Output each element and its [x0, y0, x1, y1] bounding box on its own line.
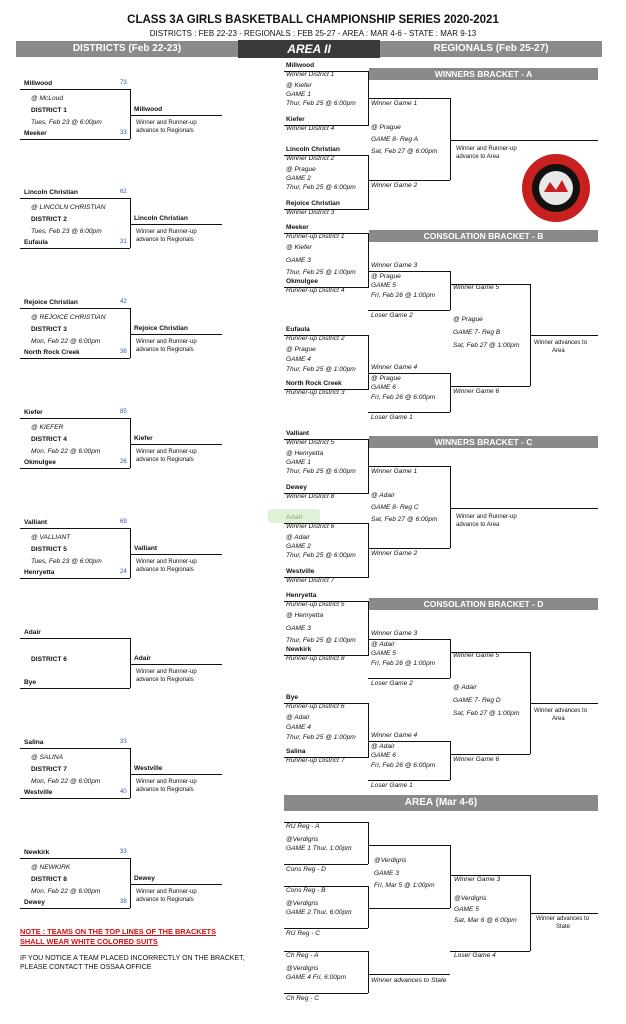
advance-label: Winner Game 3 — [371, 630, 418, 637]
team-name: Lincoln Christian — [286, 146, 340, 153]
district-top-seed: 33 — [120, 739, 127, 745]
advance-note: Winner and Runner-up — [136, 449, 197, 455]
bracket-line — [368, 310, 450, 311]
district-top-team: Valliant — [24, 519, 48, 526]
bracket-line — [450, 140, 598, 141]
advance-label: Winner Game 4 — [371, 364, 418, 371]
area-slot: RU Reg - A — [286, 823, 320, 830]
game-host: @ Henryetta — [286, 612, 324, 619]
advance-label: Winner Game 6 — [453, 756, 500, 763]
bracket-line — [20, 308, 130, 309]
bracket-line — [130, 638, 131, 688]
game-time: Thur, Feb 25 @ 6:00pm — [286, 552, 356, 559]
game-name: GAME 4 — [286, 356, 311, 363]
game-name: GAME 2 Thur, 6:00pm — [286, 909, 352, 916]
bracket-line — [20, 638, 130, 639]
district-winner: Kiefer — [134, 435, 153, 442]
bracket-line — [450, 741, 451, 780]
advance-note: advance to Regionals — [136, 347, 194, 353]
district-bottom-team: Eufaula — [24, 239, 48, 246]
team-name: Henryetta — [286, 592, 317, 599]
game-name: GAME 6 — [371, 384, 396, 391]
team-name: Valliant — [286, 430, 310, 437]
district-top-team: Salina — [24, 739, 44, 746]
game-time: Thur, Feb 25 @ 6:00pm — [286, 100, 356, 107]
team-name: Bye — [286, 694, 299, 701]
game-time: Fri, Feb 26 @ 6:00pm — [371, 762, 436, 769]
bracket-line — [130, 858, 131, 908]
game-host: @ Prague — [371, 273, 401, 280]
area-slot: RU Reg - C — [286, 930, 321, 937]
district-bottom-seed: 31 — [120, 239, 127, 245]
contact-line-1: IF YOU NOTICE A TEAM PLACED INCORRECTLY ON THE BRACKET, — [20, 955, 245, 962]
advance-note: advance to Regionals — [136, 237, 194, 243]
bracket-line — [20, 798, 130, 799]
bracket-line — [130, 224, 222, 225]
advance-note: Winner and Runner-up — [136, 779, 197, 785]
bracket-line — [368, 466, 450, 467]
district-time: Mon, Feb 22 @ 6:00pm — [31, 778, 101, 785]
bracket-line — [368, 523, 369, 577]
bracket-line — [130, 308, 131, 358]
district-host: @ KIEFER — [31, 424, 64, 431]
bracket-line — [368, 180, 450, 181]
team-source: Runner-up District 5 — [286, 601, 345, 608]
game-host: @ Adair — [371, 492, 395, 499]
game-name: GAME 7- Reg B — [453, 329, 501, 336]
district-name: DISTRICT 4 — [31, 436, 67, 443]
team-source: Runner-up District 1 — [286, 233, 345, 240]
game-name: GAME 4 Fri, 6:00pm — [286, 974, 347, 981]
bracket-line — [368, 155, 369, 209]
district-time: Mon, Feb 22 @ 6:00pm — [31, 338, 101, 345]
game-host: @ Prague — [371, 124, 401, 131]
district-bottom-team: North Rock Creek — [24, 349, 80, 356]
area-bracket-title: AREA (Mar 4-6) — [284, 795, 598, 811]
game-host: @ Adair — [286, 534, 310, 541]
district-top-team: Rejoice Christian — [24, 299, 78, 306]
bracket-line — [20, 248, 130, 249]
district-top-team: Millwood — [24, 80, 53, 87]
bracket-line — [20, 748, 130, 749]
bracket-line — [130, 444, 222, 445]
bracket-line — [284, 822, 368, 823]
bracket-line — [450, 284, 530, 285]
team-source: Winner District 8 — [286, 493, 335, 500]
game-host: @ Henryetta — [286, 450, 324, 457]
district-bottom-seed: 26 — [120, 459, 127, 465]
district-top-team: Kiefer — [24, 409, 43, 416]
game-time: Sat, Mar 6 @ 6:00pm — [454, 917, 517, 924]
district-time: Mon, Feb 22 @ 6:00pm — [31, 448, 101, 455]
winners-bracket-title: WINNERS BRACKET - C — [369, 436, 598, 448]
game-host: @ Adair — [371, 743, 395, 750]
game-host: @ Adair — [453, 684, 477, 691]
district-bottom-seed: 36 — [120, 349, 127, 355]
contact-line-2: PLEASE CONTACT THE OSSAA OFFICE — [20, 964, 152, 971]
bracket-line — [450, 845, 451, 908]
game-time: Sat, Feb 27 @ 1:00pm — [453, 710, 520, 717]
district-top-seed: 69 — [120, 519, 127, 525]
team-source: Winner District 7 — [286, 577, 335, 584]
team-source: Runner-up District 8 — [286, 655, 345, 662]
bracket-line — [130, 115, 222, 116]
advance-label: Winner advances to State — [371, 977, 447, 984]
district-bottom-seed: 38 — [120, 899, 127, 905]
bracket-line — [20, 139, 130, 140]
bracket-line — [130, 334, 222, 335]
area-slot: Ch Reg - C — [286, 995, 319, 1002]
game-time: Thur, Feb 25 @ 1:00pm — [286, 269, 356, 276]
bracket-line — [20, 418, 130, 419]
district-name: DISTRICT 6 — [31, 656, 67, 663]
advance-label: Winner Game 6 — [453, 388, 500, 395]
advance-note: Winner advances to — [534, 340, 588, 346]
game-host: @Verdigris — [286, 965, 319, 972]
game-host: @ Kiefer — [286, 82, 312, 89]
team-source: Runner-up District 2 — [286, 335, 345, 342]
game-name: GAME 3 — [286, 625, 311, 632]
area-header-bar: AREA II — [238, 40, 380, 58]
bracket-line — [130, 884, 222, 885]
game-time: Fri, Mar 5 @ 1:00pm — [374, 882, 435, 889]
bracket-line — [284, 951, 368, 952]
bracket-line — [368, 703, 369, 757]
district-name: DISTRICT 5 — [31, 546, 67, 553]
game-name: GAME 8- Reg A — [371, 136, 419, 143]
game-time: Sat, Feb 27 @ 6:00pm — [371, 516, 438, 523]
bracket-line — [130, 528, 131, 578]
advance-note: Winner and Runner-up — [136, 229, 197, 235]
advance-label: Loser Game 2 — [371, 312, 413, 319]
advance-label: Loser Game 1 — [371, 414, 413, 421]
bracket-line — [20, 908, 130, 909]
bracket-line — [368, 822, 369, 864]
bracket-line — [20, 858, 130, 859]
advance-note: Winner and Runner-up — [136, 120, 197, 126]
game-name: GAME 5 — [454, 906, 479, 913]
bracket-line — [130, 748, 131, 798]
game-name: GAME 1 — [286, 459, 311, 466]
game-host: @ Adair — [286, 714, 310, 721]
note-line-2: SHALL WEAR WHITE COLORED SUITS — [20, 937, 158, 946]
advance-note: Winner and Runner-up — [456, 514, 517, 520]
team-name: Kiefer — [286, 116, 305, 123]
district-bottom-team: Westville — [24, 789, 53, 796]
bracket-line — [368, 974, 450, 975]
team-name: Eufaula — [286, 326, 310, 333]
advance-note: advance to Area — [456, 154, 500, 160]
bracket-line — [368, 601, 369, 655]
bracket-line — [368, 271, 450, 272]
bracket-line — [20, 198, 130, 199]
game-name: GAME 7- Reg D — [453, 697, 501, 704]
area-slot: Cons Reg - D — [286, 866, 326, 873]
bracket-line — [130, 774, 222, 775]
game-time: Sat, Feb 27 @ 6:00pm — [371, 148, 438, 155]
bracket-line — [368, 845, 450, 846]
game-host: @ Prague — [286, 166, 316, 173]
district-name: DISTRICT 7 — [31, 766, 67, 773]
bracket-line — [450, 386, 530, 387]
bracket-line — [450, 875, 530, 876]
bracket-line — [20, 528, 130, 529]
game-host: @ Prague — [371, 375, 401, 382]
advance-note: Winner advances to — [536, 916, 590, 922]
game-host: @ Prague — [286, 346, 316, 353]
bracket-line — [130, 89, 131, 139]
team-source: Winner District 6 — [286, 523, 335, 530]
consolation-bracket-title: CONSOLATION BRACKET - B — [369, 230, 598, 242]
bracket-line — [530, 335, 598, 336]
game-name: GAME 5 — [371, 650, 396, 657]
game-time: Sat, Feb 27 @ 1:00pm — [453, 342, 520, 349]
team-name: Dewey — [286, 484, 307, 491]
district-host: @ NEWKIRK — [31, 864, 71, 871]
advance-note: Winner and Runner-up — [136, 339, 197, 345]
game-time: Fri, Feb 26 @ 6:00pm — [371, 394, 436, 401]
advance-note: Area — [552, 348, 565, 354]
advance-note: Winner advances to — [534, 708, 588, 714]
district-bottom-team: Okmulgee — [24, 459, 56, 466]
game-name: GAME 2 — [286, 543, 311, 550]
team-source: Runner-up District 7 — [286, 757, 345, 764]
consolation-bracket-title: CONSOLATION BRACKET - D — [369, 598, 598, 610]
game-name: GAME 1 — [286, 91, 311, 98]
team-name: Rejoice Christian — [286, 200, 340, 207]
district-winner: Dewey — [134, 875, 155, 882]
district-top-seed: 62 — [120, 189, 127, 195]
district-bottom-seed: 40 — [120, 789, 127, 795]
district-top-team: Newkirk — [24, 849, 50, 856]
game-host: @ Prague — [453, 316, 483, 323]
district-winner: Valliant — [134, 545, 158, 552]
district-top-seed: 85 — [120, 409, 127, 415]
game-name: GAME 1 Thur, 1:00pm — [286, 845, 352, 852]
team-source: Runner-up District 6 — [286, 703, 345, 710]
district-bottom-team: Henryetta — [24, 569, 55, 576]
bracket-line — [368, 548, 450, 549]
districts-header-bar: DISTRICTS (Feb 22-23) — [16, 41, 238, 57]
bracket-line — [20, 688, 130, 689]
district-name: DISTRICT 3 — [31, 326, 67, 333]
team-source: Winner District 1 — [286, 71, 335, 78]
bracket-line — [530, 913, 598, 914]
district-top-seed: 42 — [120, 299, 127, 305]
bracket-line — [450, 652, 530, 653]
bracket-line — [20, 89, 130, 90]
game-host: @Verdigris — [374, 857, 407, 864]
district-host: @ LINCOLN CHRISTIAN — [31, 204, 106, 211]
bracket-line — [368, 951, 369, 993]
team-source: Runner-up District 4 — [286, 287, 345, 294]
game-time: Thur, Feb 25 @ 6:00pm — [286, 468, 356, 475]
district-bottom-team: Bye — [24, 679, 37, 686]
game-host: @Verdigris — [454, 895, 487, 902]
district-bottom-seed: 33 — [120, 130, 127, 136]
page-subtitle: DISTRICTS : FEB 22-23 - REGIONALS : FEB 25-27 - AREA : MAR 4-6 - STATE : MAR 9-13 — [149, 29, 477, 38]
advance-note: advance to Regionals — [136, 128, 194, 134]
bracket-line — [130, 664, 222, 665]
bracket-line — [368, 886, 369, 928]
advance-note: advance to Regionals — [136, 897, 194, 903]
advance-note: advance to Regionals — [136, 677, 194, 683]
game-time: Fri, Feb 26 @ 1:00pm — [371, 660, 436, 667]
district-top-seed: 33 — [120, 849, 127, 855]
advance-label: Winner Game 1 — [371, 468, 418, 475]
advance-note: Winner and Runner-up — [136, 559, 197, 565]
game-name: GAME 3 — [286, 257, 311, 264]
district-time: Tues, Feb 23 @ 6:00pm — [31, 119, 102, 126]
advance-label: Winner Game 5 — [453, 284, 500, 291]
page-title: CLASS 3A GIRLS BASKETBALL CHAMPIONSHIP SERIES 2020-2021 — [127, 14, 499, 26]
game-time: Thur, Feb 25 @ 1:00pm — [286, 637, 356, 644]
bracket-line — [368, 780, 450, 781]
bracket-line — [368, 98, 450, 99]
district-name: DISTRICT 1 — [31, 107, 67, 114]
advance-label: Winner Game 5 — [453, 652, 500, 659]
team-source: Winner District 5 — [286, 439, 335, 446]
advance-note: Winner and Runner-up — [136, 669, 197, 675]
advance-label: Winner Game 1 — [371, 100, 418, 107]
bracket-line — [368, 335, 369, 389]
bracket-line — [284, 993, 368, 994]
team-source: Winner District 4 — [286, 125, 335, 132]
game-time: Thur, Feb 25 @ 6:00pm — [286, 184, 356, 191]
district-host: @ SALINA — [31, 754, 63, 761]
district-host: @ REJOICE CHRISTIAN — [31, 314, 106, 321]
advance-label: Loser Game 1 — [371, 782, 413, 789]
bracket-line — [284, 928, 368, 929]
bracket-line — [20, 468, 130, 469]
game-host: @ Adair — [371, 641, 395, 648]
bracket-line — [20, 578, 130, 579]
game-name: GAME 2 — [286, 175, 311, 182]
game-name: GAME 8- Reg C — [371, 504, 419, 511]
advance-note: Winner and Runner-up — [136, 889, 197, 895]
game-name: GAME 5 — [371, 282, 396, 289]
game-host: @Verdigris — [286, 836, 319, 843]
bracket-line — [368, 678, 450, 679]
team-name: Salina — [286, 748, 306, 755]
district-winner: Millwood — [134, 106, 163, 113]
bracket-line — [450, 951, 530, 952]
game-host: @ Kiefer — [286, 244, 312, 251]
district-top-team: Lincoln Christian — [24, 189, 78, 196]
advance-note: State — [556, 924, 571, 930]
game-name: GAME 4 — [286, 724, 311, 731]
advance-note: advance to Area — [456, 522, 500, 528]
bracket-line — [368, 233, 369, 287]
advance-label: Winner Game 3 — [371, 262, 418, 269]
game-host: @Verdigris — [286, 900, 319, 907]
bracket-line — [284, 864, 368, 865]
game-time: Fri, Feb 26 @ 1:00pm — [371, 292, 436, 299]
winners-bracket-title: WINNERS BRACKET - A — [369, 68, 598, 80]
bracket-line — [130, 418, 131, 468]
advance-note: advance to Regionals — [136, 787, 194, 793]
team-source: Runner-up District 3 — [286, 389, 345, 396]
advance-label: Loser Game 4 — [454, 952, 496, 959]
district-name: DISTRICT 8 — [31, 876, 67, 883]
advance-label: Loser Game 2 — [371, 680, 413, 687]
bracket-line — [130, 554, 222, 555]
bracket-line — [450, 639, 451, 678]
district-time: Tues, Feb 23 @ 6:00pm — [31, 228, 102, 235]
district-winner: Westville — [134, 765, 163, 772]
team-name: Meeker — [286, 224, 309, 231]
game-time: Thur, Feb 25 @ 1:00pm — [286, 366, 356, 373]
district-host: @ McLoud — [31, 95, 63, 102]
district-winner: Lincoln Christian — [134, 215, 188, 222]
district-bottom-seed: 24 — [120, 569, 127, 575]
highlight-mark — [268, 509, 320, 523]
team-source: Winner District 2 — [286, 155, 335, 162]
team-name: Millwood — [286, 62, 315, 69]
game-name: GAME 3 — [374, 870, 399, 877]
bracket-line — [450, 754, 530, 755]
team-name: Newkirk — [286, 646, 312, 653]
advance-note: Winner and Runner-up — [456, 146, 517, 152]
bracket-line — [368, 741, 450, 742]
district-time: Mon, Feb 22 @ 6:00pm — [31, 888, 101, 895]
advance-note: advance to Regionals — [136, 567, 194, 573]
ossaa-seal-logo — [520, 152, 592, 224]
area-slot: Cons Reg - B — [286, 887, 326, 894]
bracket-line — [368, 373, 450, 374]
bracket-line — [284, 886, 368, 887]
district-top-seed: 73 — [120, 80, 127, 86]
district-time: Tues, Feb 23 @ 6:00pm — [31, 558, 102, 565]
team-source: Winner District 3 — [286, 209, 335, 216]
regionals-header-bar: REGIONALS (Feb 25-27) — [380, 41, 602, 57]
game-name: GAME 6 — [371, 752, 396, 759]
bracket-line — [450, 271, 451, 310]
district-bottom-team: Dewey — [24, 899, 45, 906]
advance-label: Winner Game 3 — [454, 876, 501, 883]
bracket-line — [368, 639, 450, 640]
bracket-line — [450, 466, 451, 548]
note-line-1: NOTE : TEAMS ON THE TOP LINES OF THE BRACKETS — [20, 927, 216, 936]
bracket-line — [450, 508, 598, 509]
bracket-line — [368, 908, 450, 909]
bracket-line — [368, 412, 450, 413]
district-name: DISTRICT 2 — [31, 216, 67, 223]
district-top-team: Adair — [24, 629, 41, 636]
district-host: @ VALLIANT — [31, 534, 71, 541]
district-winner: Rejoice Christian — [134, 325, 188, 332]
game-time: Thur, Feb 25 @ 1:00pm — [286, 734, 356, 741]
advance-label: Winner Game 2 — [371, 550, 418, 557]
bracket-line — [450, 98, 451, 180]
bracket-line — [450, 373, 451, 412]
team-name: North Rock Creek — [286, 380, 342, 387]
bracket-line — [130, 198, 131, 248]
district-bottom-team: Meeker — [24, 130, 47, 137]
bracket-line — [20, 358, 130, 359]
district-winner: Adair — [134, 655, 151, 662]
bracket-line — [530, 703, 598, 704]
advance-note: Area — [552, 716, 565, 722]
team-name: Okmulgee — [286, 278, 318, 285]
team-name: Westville — [286, 568, 315, 575]
advance-label: Winner Game 2 — [371, 182, 418, 189]
advance-note: advance to Regionals — [136, 457, 194, 463]
advance-label: Winner Game 4 — [371, 732, 418, 739]
area-slot: Ch Reg - A — [286, 952, 319, 959]
